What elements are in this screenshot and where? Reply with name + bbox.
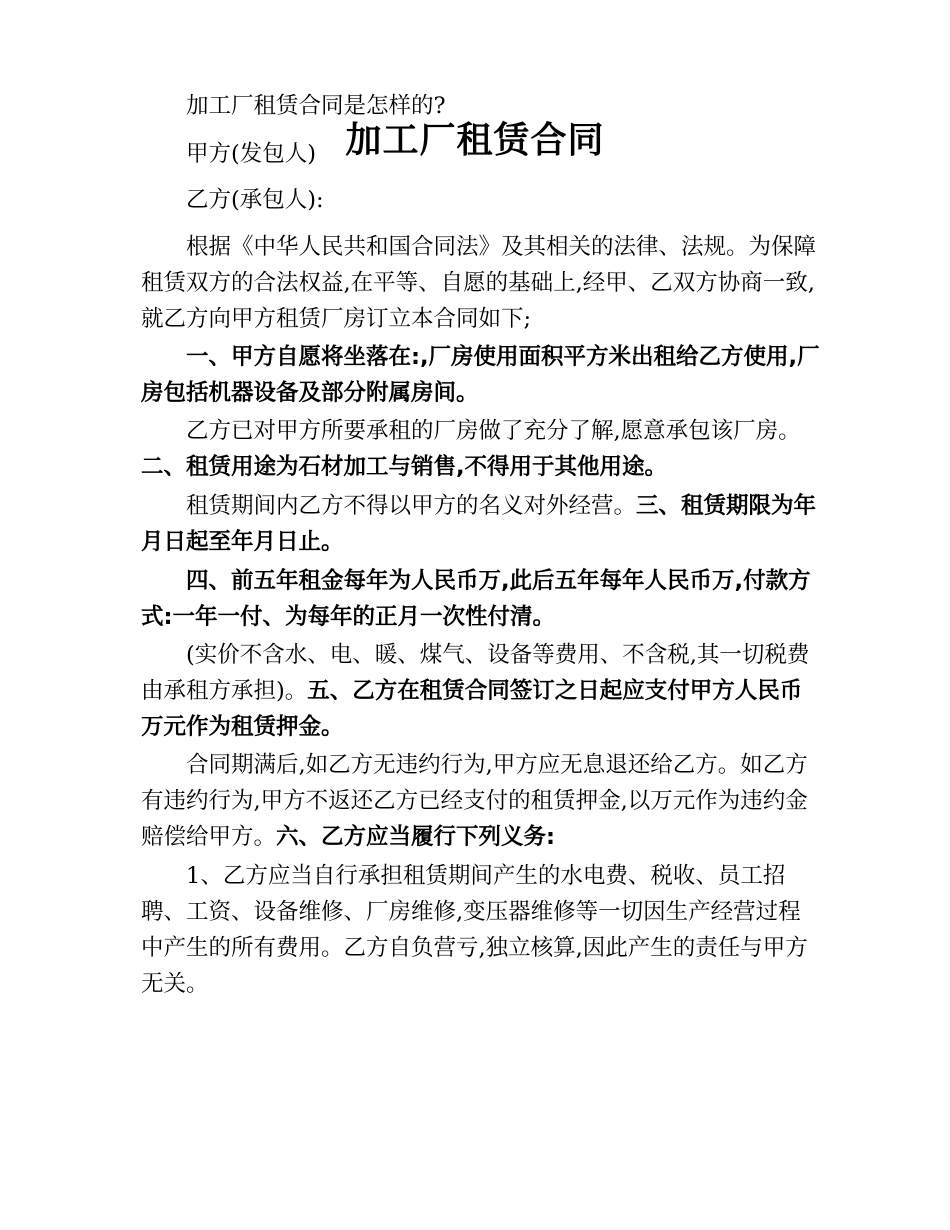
paragraph-party-b [141, 182, 823, 218]
paragraph-text: 乙方(承包人): [186, 187, 324, 213]
paragraph-intro-question [141, 88, 823, 124]
paragraph-text: 根据《中华人民共和国合同法》及其相关的法律、法规。为保障租赁双方的合法权益,在平等、自愿的基础上,经甲、乙双方协商一致,就乙方向甲方租赁厂房订立本合同如下; [141, 234, 817, 332]
clause-1 [141, 339, 823, 411]
clause-text-bold: 一、甲方自愿将坐落在:,厂房使用面积平方米出租给乙方使用,厂房包括机器设备及部分附属房间。 [141, 344, 820, 406]
clause-3 [141, 488, 823, 560]
paragraph-text: 甲方(发包人) [186, 141, 317, 167]
paragraph-text: 1、乙方应当自行承担租赁期间产生的水电费、税收、员工招聘、工资、设备维修、厂房维修,变压器维修等一切因生产经营过程中产生的所有费用。乙方自负营亏,独立核算,因此产生的责任与甲方无关。 [141, 863, 808, 997]
paragraph-text: 租赁期间内乙方不得以甲方的名义对外经营。 [186, 493, 637, 519]
paragraph-text: 加工厂租赁合同是怎样的? [186, 93, 446, 119]
paragraph-text: 合同期满后,如乙方无违约行为,甲方应无息退还给乙方。如乙方有违约行为,甲方不返还乙方已经支付的租赁押金,以万元作为违约金赔偿给甲方。 [141, 752, 808, 850]
clause-6-item-1 [141, 858, 823, 1002]
clause-4 [141, 563, 823, 635]
clause-text-bold: 二、租赁用途为石材加工与销售,不得用于其他用途。 [141, 454, 668, 480]
clause-6 [141, 747, 823, 855]
clause-2 [141, 413, 823, 485]
paragraph-party-a [141, 136, 823, 172]
document-title: 加工厂租赁合同 [345, 120, 605, 161]
clause-text-bold: 六、乙方应当履行下列义务: [276, 824, 556, 850]
paragraph-preamble [141, 229, 823, 337]
paragraph-text: (实价不含水、电、暖、煤气、设备等费用、不含税,其一切税费由承租方承担)。 [141, 642, 810, 704]
clause-text-bold: 三、租赁期限为年月日起至年月日止。 [141, 493, 817, 555]
paragraph-text: 乙方已对甲方所要承租的厂房做了充分了解,愿意承包该厂房。 [186, 418, 801, 444]
clause-5 [141, 637, 823, 745]
clause-text-bold: 五、乙方在租赁合同签订之日起应支付甲方人民币万元作为租赁押金。 [141, 678, 803, 740]
clause-text-bold: 四、前五年租金每年为人民币万,此后五年每年人民币万,付款方式:一年一付、为每年的正月一次性付清。 [141, 568, 811, 630]
